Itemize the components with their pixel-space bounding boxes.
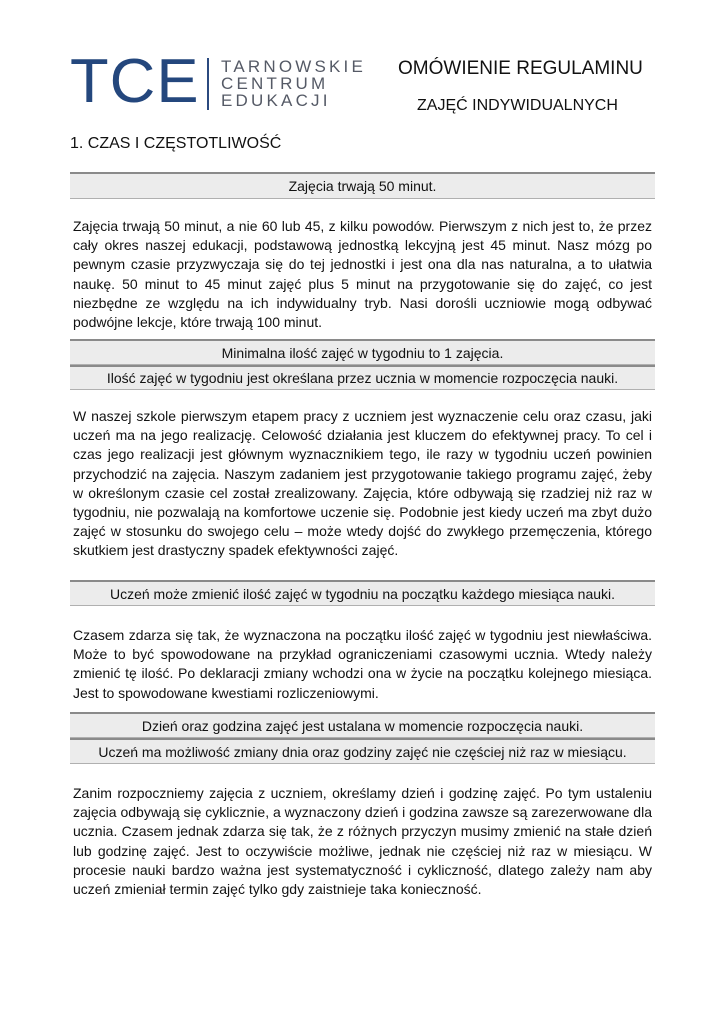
rule-box-minimum: Minimalna ilość zajęć w tygodniu to 1 zajęcia. [70,339,655,365]
logo-words [221,58,366,109]
logo-word-2: CENTRUM [221,74,329,93]
paragraph-duration: Zajęcia trwają 50 minut, a nie 60 lub 45, z kilku powodów. Pierwszym z nich jest to, że przez cały okres naszej edukacji, podstawową jednostką lekcyjną jest 45 minut. Nasz mózg po pewnym czasie przyzwyczaja się do tej jednostki i jest ona dla nas naturalna, a to ułatwia naukę. 50 minut to 45 minut zajęć plus 5 minut na przygotowanie się do zajęć, co jest niezbędne ze względu na ich indywidualny tryb. Nasi dorośli uczniowie mogą odbywać podwójne lekcje, które trwają 100 minut. [73,218,652,331]
logo-word-3: EDUKACJI [221,91,331,110]
paragraph-frequency: W naszej szkole pierwszym etapem pracy z uczniem jest wyznaczenie celu oraz czasu, jaki uczeń ma na jego realizację. Celowość działania jest kluczem do efektywnej pracy. To cel i czas jego realizacji jest głównym wyznacznikiem tego, ile razy w tygodniu uczeń powinien przychodzić na zajęcia. Naszym zadaniem jest przygotowanie takiego programu zajęć, żeby w określonym czasie cel został zrealizowany. Zajęcia, które odbywają się rzadziej niż raz w tygodniu, nie pozwalają na komfortowe uczenie się. Podobnie jest kiedy uczeń ma zbyt dużo zajęć w stosunku do swojego celu – może wtedy dojść do zwykłego przemęczenia, którego skutkiem jest drastyczny spadek efektywności zajęć. [73,408,652,559]
rule-box-duration: Zajęcia trwają 50 minut. [70,172,655,199]
document-title-line-2: ZAJĘĆ INDYWIDUALNYCH [417,97,618,114]
logo-mark: TCE [70,47,200,116]
section-title: 1. CZAS I CZĘSTOTLIWOŚĆ [70,135,282,152]
logo-word-1: TARNOWSKIE [221,57,367,76]
rule-box-schedule: Dzień oraz godzina zajęć jest ustalana w momencie rozpoczęcia nauki. [70,712,655,738]
rule-box-frequency: Ilość zajęć w tygodniu jest określana przez ucznia w momencie rozpoczęcia nauki. [70,365,655,390]
rule-box-schedule-change: Uczeń ma możliwość zmiany dnia oraz godziny zajęć nie częściej niż raz w miesiącu. [70,738,655,764]
logo-divider [207,58,209,110]
rule-box-change-frequency: Uczeń może zmienić ilość zajęć w tygodniu na początku każdego miesiąca nauki. [70,580,655,606]
paragraph-schedule: Zanim rozpoczniemy zajęcia z uczniem, określamy dzień i godzinę zajęć. Po tym ustaleniu zajęcia odbywają się cyklicznie, a wyznaczony dzień i godzina zawsze są zarezerwowane dla ucznia. Czasem jednak zdarza się tak, że z różnych przyczyn musimy zmienić na stałe dzień lub godzinę zajęć. Jest to oczywiście możliwe, jednak nie częściej niż raz w miesiącu. W procesie nauki bardzo ważna jest systematyczność i cykliczność, dlatego zależy nam aby uczeń zmieniał termin zajęć tylko gdy zaistnieje taka konieczność. [73,785,652,898]
paragraph-change-frequency: Czasem zdarza się tak, że wyznaczona na początku ilość zajęć w tygodniu jest niewłaściwa. Może to być spowodowane na przykład ograniczeniami czasowymi ucznia. Wtedy należy zmienić tę ilość. Po deklaracji zmiany wchodzi ona w życie na początku kolejnego miesiąca. Jest to spowodowane kwestiami rozliczeniowymi. [73,627,652,701]
document-title-line-1: OMÓWIENIE REGULAMINU [398,58,643,79]
